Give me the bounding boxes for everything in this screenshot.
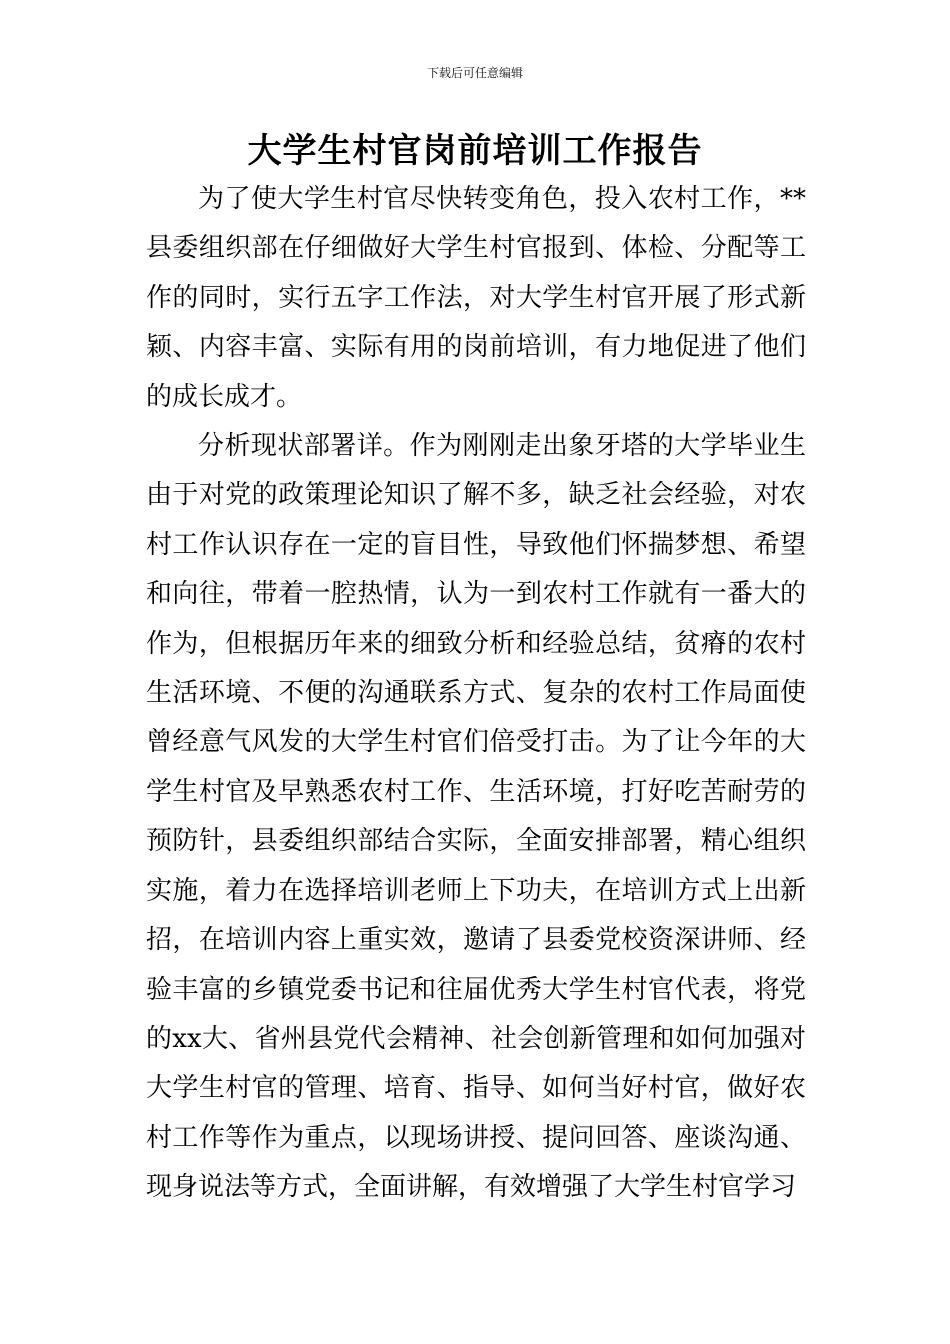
paragraph-intro: 为了使大学生村官尽快转变角色，投入农村工作，**县委组织部在仔细做好大学生村官报到、体检、分配等工作的同时，实行五字工作法，对大学生村官开展了形式新颖、内容丰富、实际有用的岗前培训，有力地促进了他们的成长成才。: [146, 184, 806, 412]
header-note: 下载后可任意编辑: [426, 66, 523, 80]
paragraph-analysis: 分析现状部署详。作为刚刚走出象牙塔的大学毕业生由于对党的政策理论知识了解不多，缺乏社会经验，对农村工作认识存在一定的盲目性，导致他们怀揣梦想、希望和向往，带着一腔热情，认为一到农村工作就有一番大的作为，但根据历年来的细致分析和经验总结，贫瘠的农村生活环境、不便的沟通联系方式、复杂的农村工作局面使曾经意气风发的大学生村官们倍受打击。为了让今年的大学生村官及早熟悉农村工作、生活环境，打好吃苦耐劳的预防针，县委组织部结合实际，全面安排部署，精心组织实施，着力在选择培训老师上下功夫，在培训方式上出新招，在培训内容上重实效，邀请了县委党校资深讲师、经验丰富的乡镇党委书记和往届优秀大学生村官代表，将党的xx大、省州县党代会精神、社会创新管理和如何加强对大学生村官的管理、培育、指导、如何当好村官，做好农村工作等作为重点，以现场讲授、提问回答、座谈沟通、现身说法等方式，全面讲解，有效增强了大学生村官学习: [146, 431, 806, 1203]
document-body: [146, 175, 806, 1213]
document-title: 大学生村官岗前培训工作报告: [247, 131, 703, 171]
